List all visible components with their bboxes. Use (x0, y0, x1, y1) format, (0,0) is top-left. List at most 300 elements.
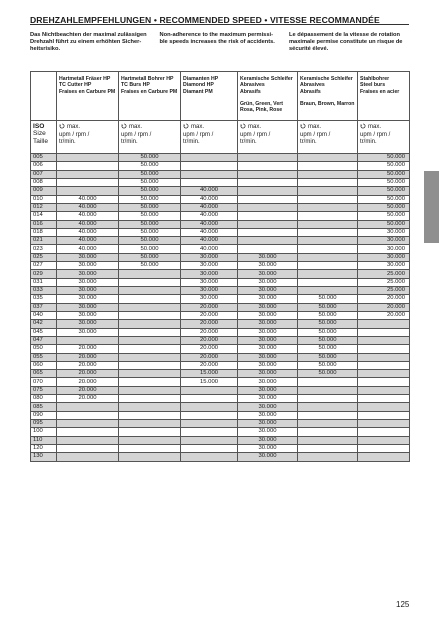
table-row (31, 411, 410, 419)
speed-value-cell (358, 444, 410, 452)
iso-size-cell: 021 (31, 237, 57, 245)
speed-value-cell (119, 361, 181, 369)
speed-value-cell (181, 403, 238, 411)
iso-size-cell: 060 (31, 361, 57, 369)
max-label-text: max. (191, 124, 205, 130)
taille-label: Taille (33, 137, 49, 145)
speed-value-cell: 30.000 (57, 278, 119, 286)
speed-value-cell (119, 378, 181, 386)
speed-value-cell: 25.000 (358, 278, 410, 286)
speed-value-cell (298, 253, 358, 261)
speed-value-cell: 20.000 (358, 303, 410, 311)
speed-value-cell: 50.000 (119, 154, 181, 162)
tool-type-header-row (31, 72, 410, 121)
speed-value-cell: 30.000 (238, 311, 298, 319)
table-row (31, 262, 410, 270)
table-row (31, 162, 410, 170)
rotation-arrow-icon (360, 123, 366, 129)
speed-value-cell: 30.000 (238, 287, 298, 295)
speed-value-cell (298, 262, 358, 270)
speed-value-cell (57, 187, 119, 195)
speed-value-cell: 40.000 (57, 220, 119, 228)
speed-value-cell (358, 411, 410, 419)
max-label-text: max. (67, 124, 81, 130)
speed-value-cell: 40.000 (57, 203, 119, 211)
speed-value-cell (238, 195, 298, 203)
speed-value-cell (119, 295, 181, 303)
speed-value-cell (298, 203, 358, 211)
speed-value-cell: 50.000 (358, 203, 410, 211)
table-row (31, 353, 410, 361)
tool-name-line: TC Burs HP (121, 82, 150, 89)
speed-value-cell (181, 411, 238, 419)
speed-value-cell: 50.000 (119, 195, 181, 203)
speed-value-cell: 20.000 (358, 311, 410, 319)
iso-size-cell: 035 (31, 295, 57, 303)
table-row (31, 270, 410, 278)
table-row (31, 278, 410, 286)
speed-value-cell: 30.000 (57, 262, 119, 270)
speed-value-cell (298, 220, 358, 228)
unit-label: tr/min. (121, 139, 138, 146)
unit-label: upm / rpm / (59, 131, 90, 138)
speed-value-cell: 20.000 (57, 345, 119, 353)
speed-value-cell (181, 453, 238, 461)
iso-size-cell: 120 (31, 444, 57, 452)
speed-value-cell: 20.000 (57, 395, 119, 403)
speed-value-cell: 40.000 (57, 237, 119, 245)
speed-value-cell (119, 311, 181, 319)
table-row (31, 311, 410, 319)
size-label: Size (33, 130, 46, 138)
warning-line: Drehzahl führt zu einem erhöhten Sicher- (30, 39, 142, 46)
speed-table (30, 71, 410, 462)
speed-value-cell: 40.000 (181, 237, 238, 245)
iso-size-cell: 005 (31, 154, 57, 162)
max-label-text: max. (368, 124, 382, 130)
iso-size-cell: 016 (31, 220, 57, 228)
speed-value-cell: 30.000 (238, 336, 298, 344)
unit-header (119, 121, 181, 154)
safety-warnings (30, 32, 409, 64)
speed-value-cell: 40.000 (181, 228, 238, 236)
speed-value-cell (298, 195, 358, 203)
speed-value-cell (298, 178, 358, 186)
table-row (31, 245, 410, 253)
speed-value-cell (238, 162, 298, 170)
speed-value-cell (298, 270, 358, 278)
speed-value-cell: 30.000 (238, 420, 298, 428)
speed-value-cell (181, 162, 238, 170)
speed-value-cell (238, 154, 298, 162)
speed-value-cell (298, 378, 358, 386)
tool-column-header (358, 72, 410, 121)
section-side-tab (424, 171, 439, 243)
table-row (31, 428, 410, 436)
speed-value-cell (119, 303, 181, 311)
warning-line: Non-adherence to the maximum permissi- (159, 32, 273, 38)
rotation-arrow-icon (240, 123, 246, 129)
speed-value-cell (358, 395, 410, 403)
rotation-arrow-icon (59, 123, 65, 129)
speed-value-cell: 50.000 (119, 220, 181, 228)
max-speed-label (59, 123, 116, 132)
speed-value-cell: 30.000 (238, 378, 298, 386)
tool-name-line: Abrasifs (300, 88, 321, 95)
unit-header (57, 121, 119, 154)
iso-size-cell: 006 (31, 162, 57, 170)
speed-value-cell: 30.000 (238, 403, 298, 411)
table-row (31, 320, 410, 328)
table-row (31, 386, 410, 394)
speed-value-cell: 30.000 (238, 345, 298, 353)
speed-value-cell (119, 444, 181, 452)
speed-value-cell: 40.000 (181, 195, 238, 203)
speed-value-cell: 50.000 (358, 212, 410, 220)
iso-size-cell: 055 (31, 353, 57, 361)
speed-value-cell: 30.000 (358, 262, 410, 270)
speed-value-cell (181, 420, 238, 428)
speed-value-cell: 50.000 (358, 220, 410, 228)
speed-value-cell: 20.000 (181, 336, 238, 344)
warning-line: ble speeds increases the risk of accidents. (159, 39, 275, 46)
speed-value-cell (238, 178, 298, 186)
speed-value-cell: 30.000 (57, 253, 119, 261)
iso-size-cell: 025 (31, 253, 57, 261)
iso-size-cell: 008 (31, 178, 57, 186)
speed-value-cell (358, 386, 410, 394)
speed-value-cell (358, 428, 410, 436)
speed-value-cell (119, 403, 181, 411)
speed-value-cell: 50.000 (119, 170, 181, 178)
tool-variant-line: Rosa, Pink, Rose (240, 107, 283, 114)
speed-value-cell (119, 320, 181, 328)
iso-header-blank (31, 72, 57, 121)
speed-value-cell: 30.000 (238, 295, 298, 303)
speed-value-cell: 50.000 (298, 295, 358, 303)
tool-column-header (119, 72, 181, 121)
speed-value-cell: 50.000 (298, 370, 358, 378)
speed-value-cell (119, 411, 181, 419)
speed-value-cell (358, 403, 410, 411)
warning-english (160, 32, 280, 64)
speed-value-cell: 50.000 (119, 262, 181, 270)
speed-value-cell (358, 320, 410, 328)
iso-size-cell: 080 (31, 395, 57, 403)
table-row (31, 287, 410, 295)
speed-value-cell: 20.000 (181, 353, 238, 361)
speed-value-cell (57, 428, 119, 436)
tool-name-line: Diamant PM (183, 88, 213, 95)
speed-value-cell (358, 370, 410, 378)
tool-name-line: Fraises en Carbure PM (121, 88, 178, 95)
speed-value-cell: 20.000 (181, 361, 238, 369)
speed-value-cell (358, 328, 410, 336)
speed-value-cell: 30.000 (181, 270, 238, 278)
iso-size-cell: 045 (31, 328, 57, 336)
speed-value-cell (119, 278, 181, 286)
speed-value-cell (358, 345, 410, 353)
table-row (31, 378, 410, 386)
table-row (31, 420, 410, 428)
rotation-arrow-icon (121, 123, 127, 129)
speed-value-cell: 20.000 (181, 311, 238, 319)
speed-value-cell (119, 270, 181, 278)
speed-value-cell (57, 403, 119, 411)
speed-value-cell: 40.000 (181, 245, 238, 253)
speed-value-cell: 30.000 (358, 228, 410, 236)
speed-value-cell (238, 187, 298, 195)
warning-line: Le dépassement de la vitesse de rotation (289, 32, 400, 38)
speed-value-cell: 30.000 (358, 245, 410, 253)
speed-value-cell (298, 162, 358, 170)
table-row (31, 361, 410, 369)
unit-header (238, 121, 298, 154)
iso-size-cell: 037 (31, 303, 57, 311)
iso-size-cell: 085 (31, 403, 57, 411)
speed-value-cell: 30.000 (181, 253, 238, 261)
speed-value-cell: 30.000 (238, 278, 298, 286)
unit-header (298, 121, 358, 154)
warning-line: Das Nichtbeachten der maximal zulässigen (30, 32, 147, 38)
speed-value-cell: 50.000 (358, 170, 410, 178)
iso-size-cell: 040 (31, 311, 57, 319)
iso-size-cell: 110 (31, 436, 57, 444)
speed-value-cell: 30.000 (238, 386, 298, 394)
table-row (31, 212, 410, 220)
table-row (31, 444, 410, 452)
unit-label: tr/min. (300, 139, 317, 146)
tool-name-line: Diamond HP (183, 82, 214, 89)
iso-size-cell: 070 (31, 378, 57, 386)
tool-column-header (298, 72, 358, 121)
speed-value-cell: 50.000 (298, 353, 358, 361)
max-speed-label (360, 123, 407, 132)
speed-value-cell: 30.000 (238, 303, 298, 311)
speed-value-cell: 30.000 (358, 237, 410, 245)
table-row (31, 395, 410, 403)
speed-value-cell (358, 436, 410, 444)
iso-size-cell: 023 (31, 245, 57, 253)
iso-size-cell: 007 (31, 170, 57, 178)
unit-label: upm / rpm / (240, 131, 271, 138)
speed-value-cell (119, 370, 181, 378)
iso-size-cell: 130 (31, 453, 57, 461)
speed-value-cell (119, 436, 181, 444)
speed-value-cell: 50.000 (119, 187, 181, 195)
table-row (31, 436, 410, 444)
iso-size-header (31, 121, 57, 154)
tool-name-line: TC Cutter HP (59, 82, 92, 89)
speed-value-cell: 30.000 (181, 287, 238, 295)
speed-value-cell: 50.000 (119, 253, 181, 261)
speed-value-cell (298, 428, 358, 436)
speed-value-cell (298, 278, 358, 286)
speed-value-cell (298, 453, 358, 461)
table-row (31, 370, 410, 378)
speed-value-cell: 40.000 (57, 245, 119, 253)
tool-name-line: Keramische Schleifer (240, 76, 293, 82)
speed-value-cell: 20.000 (57, 370, 119, 378)
iso-size-cell: 065 (31, 370, 57, 378)
speed-value-cell (119, 336, 181, 344)
speed-value-cell (57, 453, 119, 461)
speed-value-cell: 20.000 (181, 303, 238, 311)
table-row (31, 203, 410, 211)
speed-value-cell (57, 336, 119, 344)
table-row (31, 253, 410, 261)
speed-value-cell: 30.000 (358, 253, 410, 261)
speed-value-cell: 50.000 (358, 154, 410, 162)
unit-header-row (31, 121, 410, 154)
speed-value-cell: 30.000 (57, 311, 119, 319)
iso-size-cell: 075 (31, 386, 57, 394)
speed-value-cell: 30.000 (238, 453, 298, 461)
table-row (31, 336, 410, 344)
table-row (31, 303, 410, 311)
tool-variant-line: Braun, Brown, Marron (300, 100, 355, 107)
unit-label: tr/min. (59, 139, 76, 146)
speed-value-cell: 40.000 (181, 203, 238, 211)
tool-variant-line: Grün, Green, Vert (240, 100, 283, 107)
speed-value-cell: 30.000 (238, 270, 298, 278)
speed-value-cell: 20.000 (358, 295, 410, 303)
unit-label: tr/min. (240, 139, 257, 146)
speed-value-cell (358, 361, 410, 369)
speed-value-cell (298, 170, 358, 178)
tool-column-header (57, 72, 119, 121)
speed-value-cell: 40.000 (181, 187, 238, 195)
tool-name-line: Fraises en acier (360, 88, 400, 95)
max-label-text: max. (248, 124, 262, 130)
speed-value-cell: 50.000 (358, 178, 410, 186)
speed-value-cell (358, 453, 410, 461)
speed-value-cell: 50.000 (358, 195, 410, 203)
unit-label: upm / rpm / (360, 131, 391, 138)
iso-size-cell: 012 (31, 203, 57, 211)
table-row (31, 295, 410, 303)
iso-size-cell: 033 (31, 287, 57, 295)
unit-label: upm / rpm / (183, 131, 214, 138)
speed-value-cell: 50.000 (119, 245, 181, 253)
iso-size-cell: 027 (31, 262, 57, 270)
speed-value-cell (298, 420, 358, 428)
speed-value-cell: 30.000 (238, 361, 298, 369)
speed-value-cell (181, 395, 238, 403)
warning-line: sécurité élevé. (289, 46, 329, 53)
speed-value-cell (57, 411, 119, 419)
iso-size-cell: 050 (31, 345, 57, 353)
speed-value-cell (298, 154, 358, 162)
speed-value-cell: 50.000 (119, 178, 181, 186)
table-row (31, 228, 410, 236)
speed-value-cell: 50.000 (298, 320, 358, 328)
tool-name-line: Diamanten HP (183, 76, 219, 82)
speed-value-cell: 30.000 (238, 320, 298, 328)
speed-value-cell (57, 420, 119, 428)
tool-column-header (238, 72, 298, 121)
speed-value-cell: 50.000 (119, 162, 181, 170)
speed-value-cell (358, 420, 410, 428)
speed-value-cell: 30.000 (57, 270, 119, 278)
warning-line: heitsrisiko. (30, 46, 61, 53)
speed-value-cell: 40.000 (57, 195, 119, 203)
speed-value-cell (238, 170, 298, 178)
speed-value-cell: 50.000 (119, 203, 181, 211)
speed-value-cell: 40.000 (181, 212, 238, 220)
table-row (31, 345, 410, 353)
tool-name-line: Hartmetall Bohrer HP (121, 76, 174, 82)
speed-value-cell: 50.000 (358, 162, 410, 170)
tool-name-line: Steel burs (360, 82, 386, 89)
speed-value-cell (57, 162, 119, 170)
tool-name-line: Abrasives (240, 82, 265, 89)
iso-size-cell: 042 (31, 320, 57, 328)
page-title: DREHZAHLEMPFEHLUNGEN • RECOMMENDED SPEED • VITESSE RECOMMANDÉE (30, 15, 380, 25)
speed-value-cell (358, 353, 410, 361)
speed-value-cell: 30.000 (238, 328, 298, 336)
speed-value-cell: 25.000 (358, 287, 410, 295)
speed-value-cell (298, 187, 358, 195)
speed-value-cell (181, 154, 238, 162)
speed-value-cell (298, 386, 358, 394)
speed-value-cell (57, 154, 119, 162)
tool-name-line: Abrasifs (240, 88, 261, 95)
speed-value-cell: 40.000 (181, 220, 238, 228)
speed-value-cell (298, 403, 358, 411)
speed-value-cell: 50.000 (119, 237, 181, 245)
iso-label: ISO (33, 123, 45, 130)
speed-value-cell: 25.000 (358, 270, 410, 278)
table-row (31, 453, 410, 461)
speed-value-cell (119, 353, 181, 361)
speed-value-cell (238, 228, 298, 236)
speed-value-cell (181, 170, 238, 178)
speed-value-cell (119, 328, 181, 336)
speed-value-cell (119, 345, 181, 353)
iso-size-cell: 014 (31, 212, 57, 220)
speed-value-cell: 20.000 (57, 378, 119, 386)
warning-german (30, 32, 150, 64)
speed-value-cell (119, 428, 181, 436)
speed-value-cell: 20.000 (57, 353, 119, 361)
speed-value-cell (238, 212, 298, 220)
tool-column-header (181, 72, 238, 121)
speed-table-header (31, 72, 410, 154)
speed-value-cell: 30.000 (238, 262, 298, 270)
speed-value-cell (298, 287, 358, 295)
speed-value-cell: 40.000 (57, 212, 119, 220)
table-row (31, 195, 410, 203)
speed-value-cell: 30.000 (57, 303, 119, 311)
speed-value-cell (238, 220, 298, 228)
unit-label: upm / rpm / (121, 131, 152, 138)
speed-value-cell (238, 203, 298, 211)
speed-value-cell (358, 378, 410, 386)
tool-name-line: Abrasives (300, 82, 325, 89)
speed-value-cell (238, 237, 298, 245)
unit-label: upm / rpm / (300, 131, 331, 138)
page-number: 125 (396, 600, 410, 609)
speed-value-cell: 30.000 (181, 295, 238, 303)
speed-value-cell: 50.000 (298, 345, 358, 353)
table-row (31, 154, 410, 162)
speed-value-cell: 50.000 (119, 228, 181, 236)
speed-value-cell: 15.000 (181, 378, 238, 386)
unit-header (181, 121, 238, 154)
speed-value-cell (119, 420, 181, 428)
speed-value-cell (298, 228, 358, 236)
